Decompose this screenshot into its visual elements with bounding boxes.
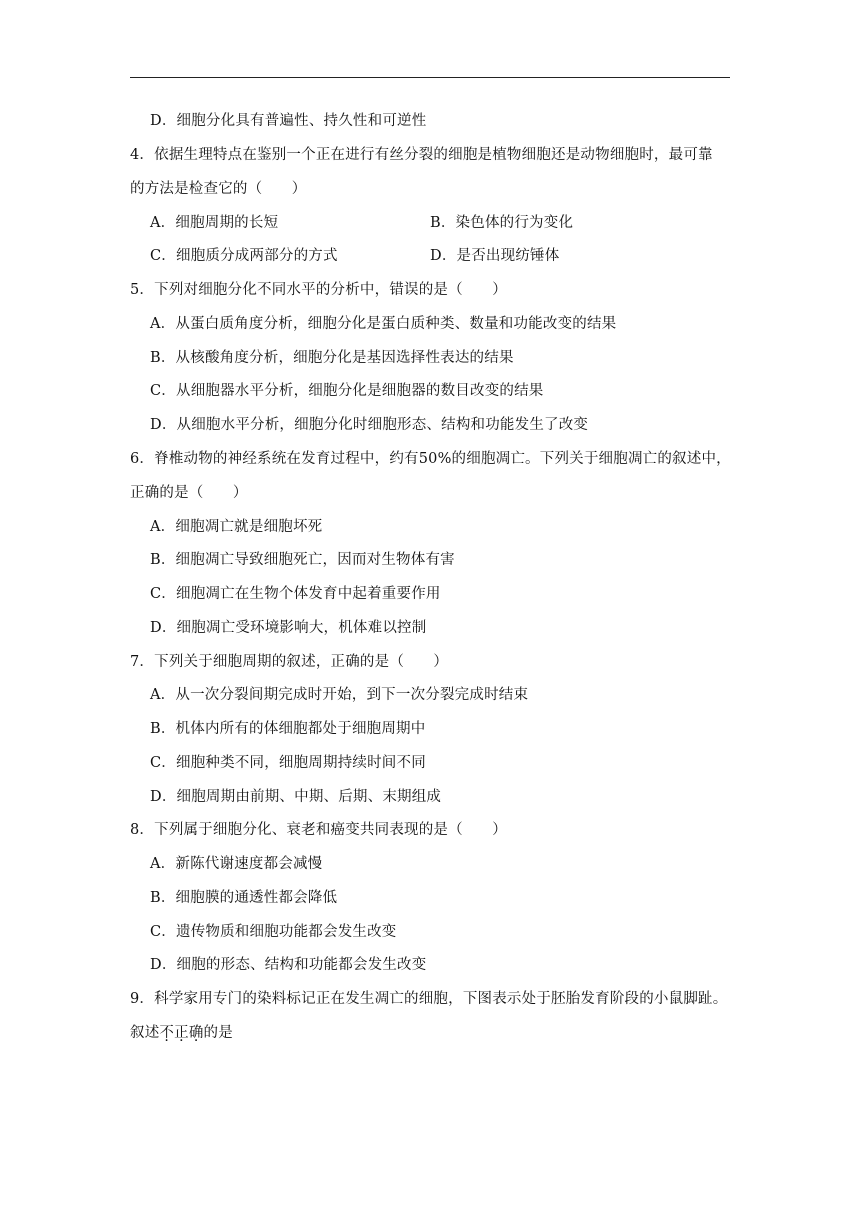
q8-option-b: B．细胞膜的通透性都会降低	[150, 890, 338, 906]
q6-option-c: C．细胞凋亡在生物个体发育中起着重要作用	[150, 586, 441, 602]
q8-option-d: D．细胞的形态、结构和功能都会发生改变	[150, 957, 427, 973]
q9-stem-cont	[130, 1023, 732, 1043]
q4-stem: 4．依据生理特点在鉴别一个正在进行有丝分裂的细胞是植物细胞还是动物细胞时，最可靠	[130, 147, 713, 163]
q6-option-d: D．细胞凋亡受环境影响大，机体难以控制	[150, 620, 427, 636]
q4-option-d: D．是否出现纺锤体	[430, 248, 560, 264]
q5-option-d: D．从细胞水平分析，细胞分化时细胞形态、结构和功能发生了改变	[150, 417, 589, 433]
q8-stem: 8．下列属于细胞分化、衰老和癌变共同表现的是（ ）	[130, 822, 507, 838]
q9-suffix: 的是	[203, 1025, 233, 1041]
q7-option-c: C．细胞种类不同，细胞周期持续时间不同	[150, 755, 426, 771]
q7-stem: 7．下列关于细胞周期的叙述，正确的是（ ）	[130, 654, 449, 670]
q7-option-a: A．从一次分裂间期完成时开始，到下一次分裂完成时结束	[150, 687, 529, 703]
q7-option-b: B．机体内所有的体细胞都处于细胞周期中	[150, 721, 426, 737]
q8-option-c: C．遗传物质和细胞功能都会发生改变	[150, 924, 397, 940]
header-rule	[130, 77, 730, 78]
q6-stem-cont: 正确的是（ ）	[130, 485, 248, 501]
q6-stem: 6．脊椎动物的神经系统在发育过程中，约有50%的细胞凋亡。下列关于细胞凋亡的叙述中，	[130, 451, 731, 467]
q9-stem: 9．科学家用专门的染料标记正在发生凋亡的细胞，下图表示处于胚胎发育阶段的小鼠脚趾。	[130, 991, 728, 1007]
emphasis-char-2: 正	[174, 1025, 189, 1041]
q9-prefix: 叙述	[130, 1025, 160, 1041]
q8-option-a: A．新陈代谢速度都会减慢	[150, 856, 323, 872]
q4-option-c: C．细胞质分成两部分的方式	[150, 248, 338, 264]
q5-stem: 5．下列对细胞分化不同水平的分析中，错误的是（ ）	[130, 282, 507, 298]
q5-option-c: C．从细胞器水平分析，细胞分化是细胞器的数目改变的结果	[150, 383, 544, 399]
q4-option-b: B．染色体的行为变化	[430, 215, 574, 231]
q5-option-a: A．从蛋白质角度分析，细胞分化是蛋白质种类、数量和功能改变的结果	[150, 316, 617, 332]
q7-option-d: D．细胞周期由前期、中期、后期、末期组成	[150, 789, 442, 805]
q4-option-a: A．细胞周期的长短	[150, 215, 279, 231]
emphasis-char-1: 不	[159, 1025, 175, 1041]
q5-option-b: B．从核酸角度分析，细胞分化是基因选择性表达的结果	[150, 350, 514, 366]
q4-stem-cont: 的方法是检查它的（ ）	[130, 181, 307, 197]
q6-option-a: A．细胞凋亡就是细胞坏死	[150, 519, 323, 535]
emphasis-char-3: 确	[188, 1025, 204, 1041]
q3-option-d: D．细胞分化具有普遍性、持久性和可逆性	[150, 113, 427, 129]
q6-option-b: B．细胞凋亡导致细胞死亡，因而对生物体有害	[150, 552, 455, 568]
